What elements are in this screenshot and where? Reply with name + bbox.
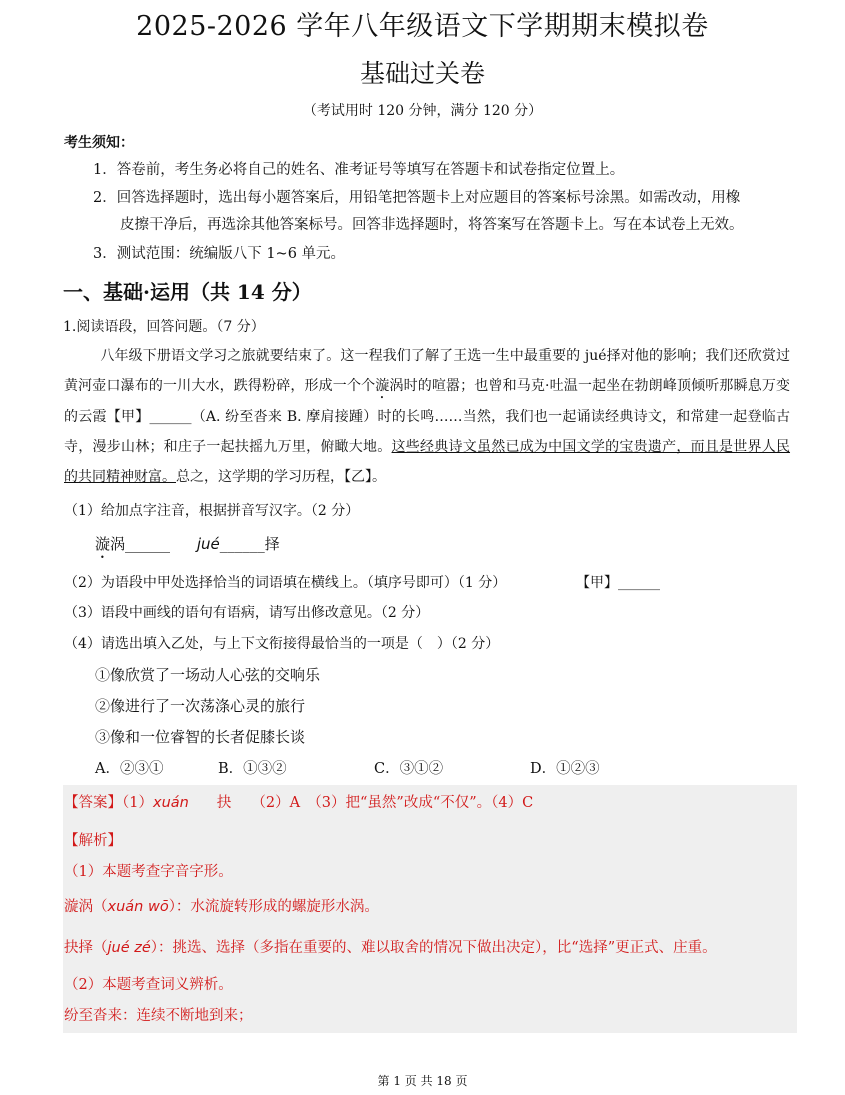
sub1-word1-rest: 涡______ — [110, 535, 171, 553]
option-3: ③像和一位睿智的长者促膝长谈 — [95, 728, 306, 746]
option-2: ②像进行了一次荡涤心灵的旅行 — [95, 697, 306, 715]
section-heading: 一、基础·运用（共 14 分） — [63, 280, 312, 304]
notice-item-3: 3．测试范围：统编版八下 1~6 单元。 — [93, 246, 346, 262]
answer-label: 【答案】（1） — [64, 795, 153, 811]
question-1-stem: 1.阅读语段，回答问题。（7 分） — [63, 319, 265, 335]
answer-pinyin: xuán — [152, 795, 189, 811]
sub1-pinyin: jué — [196, 535, 220, 553]
analysis-pinyin-2: jué zé — [107, 940, 151, 956]
analysis-label: 【解析】 — [64, 833, 122, 849]
analysis-word-2: 抉择（ — [64, 940, 108, 956]
analysis-line-3 — [64, 936, 717, 957]
dotted-char: 漩 — [375, 378, 390, 394]
notice-item-1: 1．答卷前，考生务必将自己的姓名、准考证号等填写在答题卡和试卷指定位置上。 — [93, 162, 625, 178]
sub1-dotted-char: 漩 — [95, 535, 111, 553]
exam-subtitle: 基础过关卷 — [359, 59, 485, 88]
sub-question-1-blanks — [95, 533, 280, 562]
answer-char: 抉 — [216, 795, 232, 811]
answer-line — [64, 791, 533, 812]
analysis-def-1: ）：水流旋转形成的螺旋形水涡。 — [168, 899, 379, 915]
answer-rest: （2）A （3）把“虽然”改成“不仅”。（4）C — [251, 795, 534, 811]
time-note: （考试用时 120 分钟，满分 120 分） — [302, 103, 543, 119]
analysis-pinyin-1: xuán wō — [107, 899, 169, 915]
passage-part-3: 总之，这学期的学习历程，【乙】。 — [176, 469, 386, 485]
analysis-word-1: 漩涡（ — [64, 899, 108, 915]
notice-item-2: 2．回答选择题时，选出每小题答案后，用铅笔把答题卡上对应题目的答案标号涂黑。如需改动，用橡 — [93, 190, 741, 206]
choice-c: C．③①② — [374, 761, 444, 777]
sub-question-2-blank: 【甲】______ — [576, 575, 660, 591]
reading-passage — [64, 341, 790, 492]
page-footer: 第 1 页 共 18 页 — [377, 1074, 468, 1088]
sub1-word2-tail: ______择 — [219, 535, 280, 553]
passage-part-1: 八年级下册语文学习之旅就要结束了。这一程我们了解了王选一生中最重要的 jué择对他的影响；我们还欣赏过黄河壶口瀑布的一川大水，跌得粉碎，形成一个个 — [64, 348, 790, 394]
notice-heading: 考生须知： — [64, 135, 134, 151]
choice-d: D．①②③ — [530, 761, 600, 777]
passage-part-2: 涡时的喧嚣；也曾和马克·吐温一起坐在勃朗峰顶倾听那瞬息万变的云霞【甲】______（A. 纷至沓来 B. 摩肩接踵）时的长鸣……当然，我们也一起诵读经典诗文，和常建一起登临古寺，漫步山林；和庄子一起扶摇九万里，俯瞰大地。 — [64, 378, 791, 455]
sub-question-1: （1）给加点字注音，根据拼音写汉字。（2 分） — [64, 503, 360, 519]
sub-question-3: （3）语段中画线的语句有语病，请写出修改意见。（2 分） — [64, 605, 430, 621]
sub-question-2: （2）为语段中甲处选择恰当的词语填在横线上。（填序号即可）（1 分） — [64, 575, 507, 591]
analysis-def-2: ）：挑选、选择（多指在重要的、难以取舍的情况下做出决定），比“选择”更正式、庄重。 — [150, 940, 717, 956]
sub-question-4: （4）请选出填入乙处，与上下文衔接得最恰当的一项是（ ）（2 分） — [64, 636, 500, 652]
analysis-line-1: （1）本题考查字音字形。 — [64, 864, 233, 880]
notice-item-2-cont: 皮擦干净后，再选涂其他答案标号。回答非选择题时，将答案写在答题卡上。写在本试卷上无效。 — [120, 217, 744, 233]
analysis-line-5: 纷至沓来：连续不断地到来； — [64, 1008, 253, 1024]
choice-a: A．②③① — [95, 761, 164, 777]
exam-title: 2025-2026 学年八年级语文下学期期末模拟卷 — [136, 11, 709, 42]
option-1: ①像欣赏了一场动人心弦的交响乐 — [95, 666, 321, 684]
underlined-sentence: 这些经典诗文虽然已成为中国文学的宝贵遗产，而且是世界人民的共同精神财富。 — [64, 439, 791, 485]
choice-b: B．①③② — [218, 761, 287, 777]
analysis-line-2 — [64, 895, 379, 916]
analysis-line-4: （2）本题考查词义辨析。 — [64, 977, 233, 993]
